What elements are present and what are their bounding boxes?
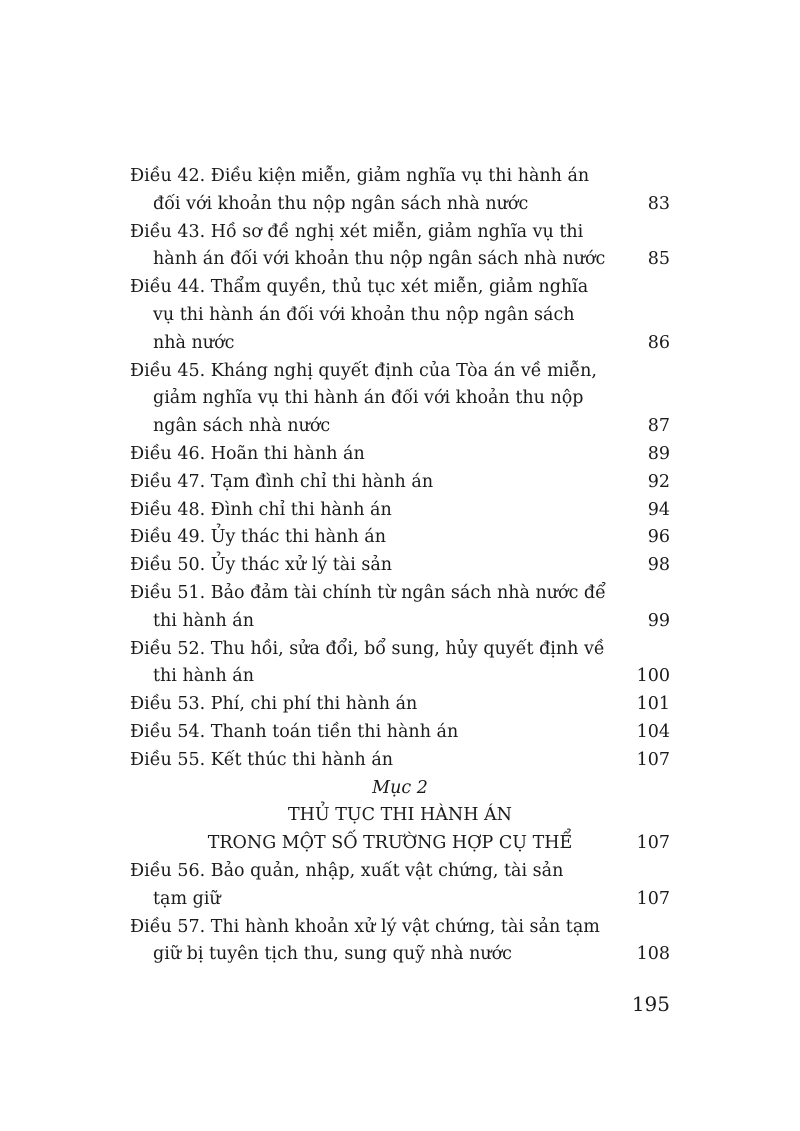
toc-entry-continuation-line: vụ thi hành án đối với khoản thu nộp ngân sách <box>153 304 575 325</box>
toc-page-number: 96 <box>647 527 670 548</box>
toc-entry <box>130 219 670 275</box>
section-label: Mục 2 <box>372 777 428 798</box>
toc-entry-title <box>130 580 630 636</box>
toc-entry-line: Điều 47. Tạm đình chỉ thi hành án <box>130 471 434 492</box>
toc-page-number: 104 <box>636 721 670 742</box>
toc-page-number: 100 <box>636 666 670 687</box>
toc-entry-title <box>130 358 630 441</box>
toc-entry <box>130 580 670 636</box>
toc-entry-line: Điều 42. Điều kiện miễn, giảm nghĩa vụ thi hành án <box>130 166 590 186</box>
toc-entries-group-a <box>130 163 670 775</box>
toc-page-number: 92 <box>647 471 670 492</box>
toc-entry-line: Điều 52. Thu hồi, sửa đổi, bổ sung, hủy quyết định về <box>130 638 605 659</box>
toc-page-number: 101 <box>636 694 670 715</box>
toc-entry-line: Điều 45. Kháng nghị quyết định của Tòa án về miễn, <box>130 360 597 381</box>
toc-entry <box>130 163 670 219</box>
toc-entry <box>130 441 670 469</box>
toc-entry <box>130 858 670 914</box>
toc-entry <box>130 524 670 552</box>
section-heading <box>130 775 670 858</box>
toc-entry <box>130 497 670 525</box>
toc-entry-line: Điều 44. Thẩm quyền, thủ tục xét miễn, giảm nghĩa <box>130 277 589 298</box>
toc-entry-title <box>130 914 630 970</box>
toc-page-number: 86 <box>647 332 670 353</box>
toc-entry-title <box>130 552 630 580</box>
toc-entry-line: Điều 57. Thi hành khoản xử lý vật chứng, tài sản tạm <box>130 916 600 937</box>
page-number-folio: 195 <box>631 992 670 1016</box>
toc-entry-continuation-line: hành án đối với khoản thu nộp ngân sách nhà nước <box>153 249 606 270</box>
section-title-line-2: TRONG MỘT SỐ TRƯỜNG HỢP CỤ THỂ <box>207 833 573 854</box>
toc-page-number: 99 <box>647 610 670 631</box>
toc-entry-title <box>130 219 630 275</box>
toc-entry-line: Điều 56. Bảo quản, nhập, xuất vật chứng, tài sản <box>130 860 564 881</box>
toc-entry-title <box>130 163 630 219</box>
toc-entry-continuation-line: thi hành án <box>153 666 254 687</box>
toc-entry <box>130 552 670 580</box>
section-page-number: 107 <box>636 833 670 854</box>
toc-page-number: 87 <box>647 416 670 437</box>
toc-entry-line: Điều 51. Bảo đảm tài chính từ ngân sách nhà nước để <box>130 582 606 603</box>
toc-entry <box>130 691 670 719</box>
toc-page-number: 108 <box>636 944 670 965</box>
toc-entry <box>130 747 670 775</box>
toc-entry-line: Điều 43. Hồ sơ đề nghị xét miễn, giảm nghĩa vụ thi <box>130 221 584 242</box>
toc-entry-continuation-line: ngân sách nhà nước <box>153 416 331 437</box>
toc-entries-group-b <box>130 858 670 969</box>
toc-entry-continuation-line: giữ bị tuyên tịch thu, sung quỹ nhà nước <box>153 944 512 965</box>
toc-entry-line: Điều 55. Kết thúc thi hành án <box>130 749 394 770</box>
toc-entry <box>130 274 670 357</box>
toc-entry-continuation-line: tạm giữ <box>153 888 221 909</box>
toc-entry-line: Điều 48. Đình chỉ thi hành án <box>130 499 392 520</box>
toc-page-number: 98 <box>647 555 670 576</box>
section-title-row <box>130 830 670 858</box>
toc-entry <box>130 358 670 441</box>
toc-entry <box>130 914 670 970</box>
toc-page-number: 83 <box>647 193 670 214</box>
toc-entry-line: Điều 50. Ủy thác xử lý tài sản <box>130 555 393 576</box>
toc-entry-continuation-line: thi hành án <box>153 610 254 631</box>
section-title-line-1: THỦ TỤC THI HÀNH ÁN <box>287 805 512 826</box>
toc-entry-line: Điều 46. Hoãn thi hành án <box>130 443 365 464</box>
toc-entry-title <box>130 469 630 497</box>
table-of-contents <box>130 163 670 969</box>
toc-page-number: 94 <box>647 499 670 520</box>
toc-entry-title <box>130 441 630 469</box>
toc-entry-title <box>130 497 630 525</box>
toc-entry-line: Điều 53. Phí, chi phí thi hành án <box>130 694 418 715</box>
toc-entry <box>130 719 670 747</box>
toc-entry-line: Điều 49. Ủy thác thi hành án <box>130 527 386 548</box>
toc-entry-title <box>130 747 630 775</box>
toc-entry <box>130 636 670 692</box>
toc-entry-title <box>130 858 630 914</box>
toc-page-number: 89 <box>647 443 670 464</box>
toc-entry-continuation-line: giảm nghĩa vụ thi hành án đối với khoản thu nộp <box>153 388 584 409</box>
toc-entry <box>130 469 670 497</box>
toc-page-number: 107 <box>636 749 670 770</box>
toc-page-number: 107 <box>636 888 670 909</box>
toc-entry-title <box>130 719 630 747</box>
toc-entry-title <box>130 274 630 357</box>
toc-entry-title <box>130 636 630 692</box>
toc-entry-title <box>130 524 630 552</box>
toc-page-number: 85 <box>647 249 670 270</box>
toc-entry-continuation-line: đối với khoản thu nộp ngân sách nhà nước <box>153 193 529 214</box>
toc-entry-title <box>130 691 630 719</box>
toc-entry-line: Điều 54. Thanh toán tiền thi hành án <box>130 721 459 742</box>
toc-entry-continuation-line: nhà nước <box>153 332 235 353</box>
